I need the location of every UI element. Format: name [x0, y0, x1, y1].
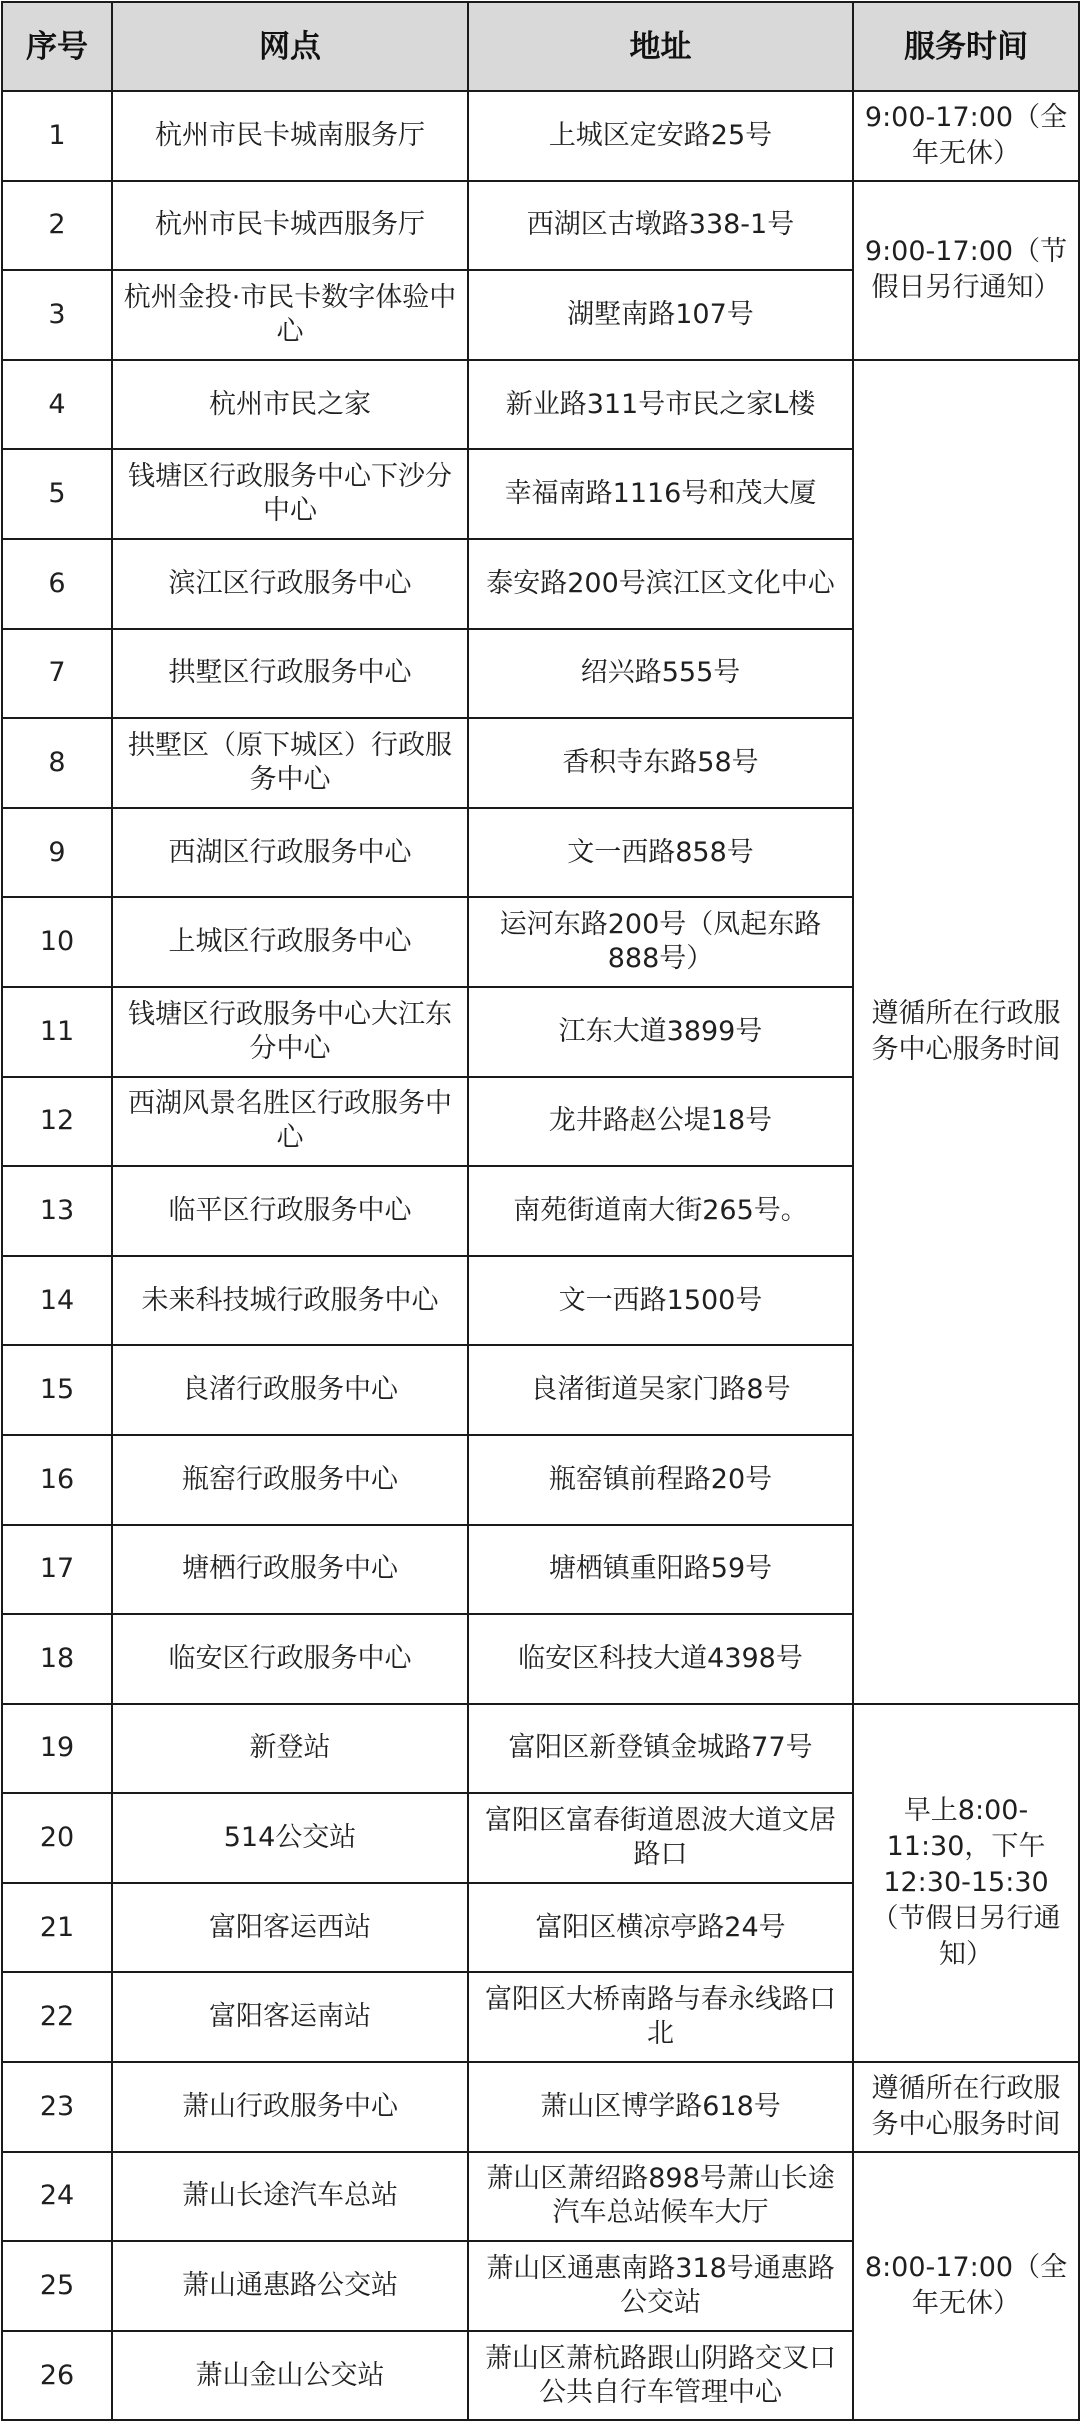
row-site: 杭州金投·市民卡数字体验中心 [112, 270, 468, 360]
row-address: 泰安路200号滨江区文化中心 [468, 539, 853, 629]
row-address: 萧山区萧绍路898号萧山长途汽车总站候车大厅 [468, 2152, 853, 2242]
row-site: 富阳客运南站 [112, 1972, 468, 2062]
row-site: 西湖区行政服务中心 [112, 808, 468, 898]
row-address: 塘栖镇重阳路59号 [468, 1525, 853, 1615]
row-address: 萧山区博学路618号 [468, 2062, 853, 2152]
row-no: 12 [2, 1077, 112, 1167]
service-table [1, 1, 1080, 2421]
header-address: 地址 [468, 2, 853, 91]
row-site: 上城区行政服务中心 [112, 897, 468, 987]
row-address: 萧山区萧杭路跟山阴路交叉口公共自行车管理中心 [468, 2331, 853, 2421]
table-row [2, 360, 1079, 450]
table-row [2, 91, 1079, 181]
row-no: 26 [2, 2331, 112, 2421]
table-row [2, 181, 1079, 271]
row-address: 香积寺东路58号 [468, 718, 853, 808]
row-address: 上城区定安路25号 [468, 91, 853, 181]
row-no: 13 [2, 1166, 112, 1256]
row-site: 杭州市民卡城西服务厅 [112, 181, 468, 271]
service-time-cell: 9:00-17:00（节假日另行通知） [853, 181, 1079, 360]
row-no: 14 [2, 1256, 112, 1346]
row-address: 富阳区新登镇金城路77号 [468, 1704, 853, 1794]
row-no: 7 [2, 629, 112, 719]
row-site: 西湖风景名胜区行政服务中心 [112, 1077, 468, 1167]
row-site: 杭州市民之家 [112, 360, 468, 450]
row-address: 临安区科技大道4398号 [468, 1614, 853, 1704]
row-no: 24 [2, 2152, 112, 2242]
row-no: 16 [2, 1435, 112, 1525]
row-site: 拱墅区行政服务中心 [112, 629, 468, 719]
row-address: 湖墅南路107号 [468, 270, 853, 360]
service-time-cell: 早上8:00-11:30，下午12:30-15:30（节假日另行通知） [853, 1704, 1079, 2062]
table-row [2, 2152, 1079, 2242]
row-site: 萧山长途汽车总站 [112, 2152, 468, 2242]
row-site: 萧山通惠路公交站 [112, 2241, 468, 2331]
row-site: 杭州市民卡城南服务厅 [112, 91, 468, 181]
row-no: 1 [2, 91, 112, 181]
row-site: 瓶窑行政服务中心 [112, 1435, 468, 1525]
row-site: 塘栖行政服务中心 [112, 1525, 468, 1615]
row-no: 18 [2, 1614, 112, 1704]
table-row [2, 1704, 1079, 1794]
service-time-cell: 遵循所在行政服务中心服务时间 [853, 2062, 1079, 2152]
header-no: 序号 [2, 2, 112, 91]
row-no: 4 [2, 360, 112, 450]
row-no: 20 [2, 1793, 112, 1883]
row-site: 滨江区行政服务中心 [112, 539, 468, 629]
header-site: 网点 [112, 2, 468, 91]
row-address: 瓶窑镇前程路20号 [468, 1435, 853, 1525]
row-no: 19 [2, 1704, 112, 1794]
row-no: 11 [2, 987, 112, 1077]
row-site: 拱墅区（原下城区）行政服务中心 [112, 718, 468, 808]
row-address: 幸福南路1116号和茂大厦 [468, 449, 853, 539]
row-address: 文一西路1500号 [468, 1256, 853, 1346]
row-address: 富阳区大桥南路与春永线路口北 [468, 1972, 853, 2062]
row-site: 萧山金山公交站 [112, 2331, 468, 2421]
row-site: 钱塘区行政服务中心下沙分中心 [112, 449, 468, 539]
row-address: 江东大道3899号 [468, 987, 853, 1077]
service-time-cell: 9:00-17:00（全年无休） [853, 91, 1079, 181]
row-address: 运河东路200号（凤起东路888号） [468, 897, 853, 987]
row-no: 25 [2, 2241, 112, 2331]
row-site: 良渚行政服务中心 [112, 1345, 468, 1435]
row-address: 龙井路赵公堤18号 [468, 1077, 853, 1167]
row-address: 良渚街道吴家门路8号 [468, 1345, 853, 1435]
row-address: 富阳区富春街道恩波大道文居路口 [468, 1793, 853, 1883]
row-no: 10 [2, 897, 112, 987]
row-no: 8 [2, 718, 112, 808]
row-no: 22 [2, 1972, 112, 2062]
row-address: 南苑街道南大街265号。 [468, 1166, 853, 1256]
row-no: 6 [2, 539, 112, 629]
row-no: 3 [2, 270, 112, 360]
row-address: 文一西路858号 [468, 808, 853, 898]
row-no: 23 [2, 2062, 112, 2152]
row-site: 萧山行政服务中心 [112, 2062, 468, 2152]
row-site: 富阳客运西站 [112, 1883, 468, 1973]
row-site: 临平区行政服务中心 [112, 1166, 468, 1256]
row-site: 钱塘区行政服务中心大江东分中心 [112, 987, 468, 1077]
header-service-time: 服务时间 [853, 2, 1079, 91]
row-site: 未来科技城行政服务中心 [112, 1256, 468, 1346]
row-address: 萧山区通惠南路318号通惠路公交站 [468, 2241, 853, 2331]
row-site: 临安区行政服务中心 [112, 1614, 468, 1704]
service-time-cell: 遵循所在行政服务中心服务时间 [853, 360, 1079, 1704]
row-no: 21 [2, 1883, 112, 1973]
service-time-cell: 8:00-17:00（全年无休） [853, 2152, 1079, 2421]
row-address: 富阳区横凉亭路24号 [468, 1883, 853, 1973]
header-row [2, 2, 1079, 91]
row-no: 2 [2, 181, 112, 271]
row-no: 5 [2, 449, 112, 539]
row-site: 新登站 [112, 1704, 468, 1794]
row-address: 绍兴路555号 [468, 629, 853, 719]
row-no: 17 [2, 1525, 112, 1615]
row-site: 514公交站 [112, 1793, 468, 1883]
table-row [2, 2062, 1079, 2152]
row-address: 西湖区古墩路338-1号 [468, 181, 853, 271]
row-address: 新业路311号市民之家L楼 [468, 360, 853, 450]
row-no: 9 [2, 808, 112, 898]
row-no: 15 [2, 1345, 112, 1435]
